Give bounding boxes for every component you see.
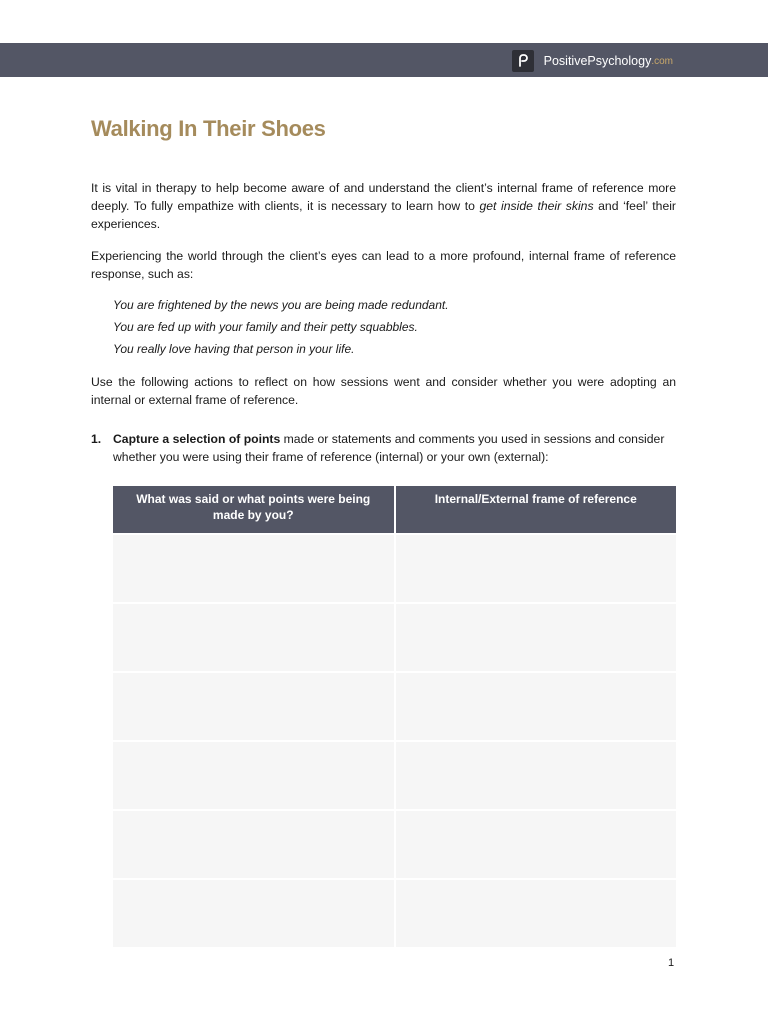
brand-suffix: .com [651, 55, 673, 67]
column-header-said: What was said or what points were being made by you? [113, 486, 395, 534]
table-cell-said[interactable] [113, 603, 395, 672]
list-item-bold: Capture a selection of points [113, 432, 281, 446]
quote-item: You are fed up with your family and their petty squabbles. [113, 320, 418, 334]
intro-text-end: and ‘feel’ their experiences. [91, 199, 676, 231]
table-cell-said[interactable] [113, 810, 395, 879]
table-row [113, 534, 676, 603]
table-cell-frame[interactable] [395, 534, 677, 603]
header-bar [0, 43, 768, 77]
page-number: 1 [668, 957, 675, 969]
table-cell-said[interactable] [113, 879, 395, 947]
intro-text-start: It is vital in therapy to help become aware of and understand the client’s internal frame of reference more deeply. To fully empathize with clients, it is necessary to learn how to [91, 181, 676, 213]
page-title: Walking In Their Shoes [91, 116, 326, 141]
table-cell-frame[interactable] [395, 810, 677, 879]
quote-item: You are frightened by the news you are being made redundant. [113, 298, 449, 312]
table-row [113, 603, 676, 672]
table-row [113, 741, 676, 810]
list-item-text [113, 430, 676, 466]
table-cell-frame[interactable] [395, 741, 677, 810]
table-cell-said[interactable] [113, 741, 395, 810]
table-header-row [113, 486, 676, 534]
example-quotes [113, 294, 449, 360]
p-logo-icon [512, 50, 534, 72]
brand [512, 50, 673, 72]
list-item [91, 430, 676, 466]
table-row [113, 810, 676, 879]
eyes-paragraph: Experiencing the world through the client’s eyes can lead to a more profound, internal frame of reference response, such as: [91, 249, 676, 281]
actions-paragraph: Use the following actions to reflect on how sessions went and consider whether you were adopting an internal or external frame of reference. [91, 375, 676, 407]
table-row [113, 672, 676, 741]
intro-paragraph [91, 179, 676, 233]
column-header-frame: Internal/External frame of reference [395, 486, 677, 534]
table-cell-frame[interactable] [395, 879, 677, 947]
table-cell-frame[interactable] [395, 603, 677, 672]
table-row [113, 879, 676, 947]
list-item-rest: made or statements and comments you used in sessions and consider whether you were using their frame of reference (internal) or your own (external): [113, 432, 665, 464]
table-cell-frame[interactable] [395, 672, 677, 741]
list-item-number: 1. [91, 432, 102, 446]
intro-emphasis: get inside their skins [479, 199, 594, 213]
table-cell-said[interactable] [113, 672, 395, 741]
reflection-table [113, 486, 676, 947]
brand-name: PositivePsychology [543, 54, 652, 68]
table-cell-said[interactable] [113, 534, 395, 603]
quote-item: You really love having that person in your life. [113, 342, 355, 356]
